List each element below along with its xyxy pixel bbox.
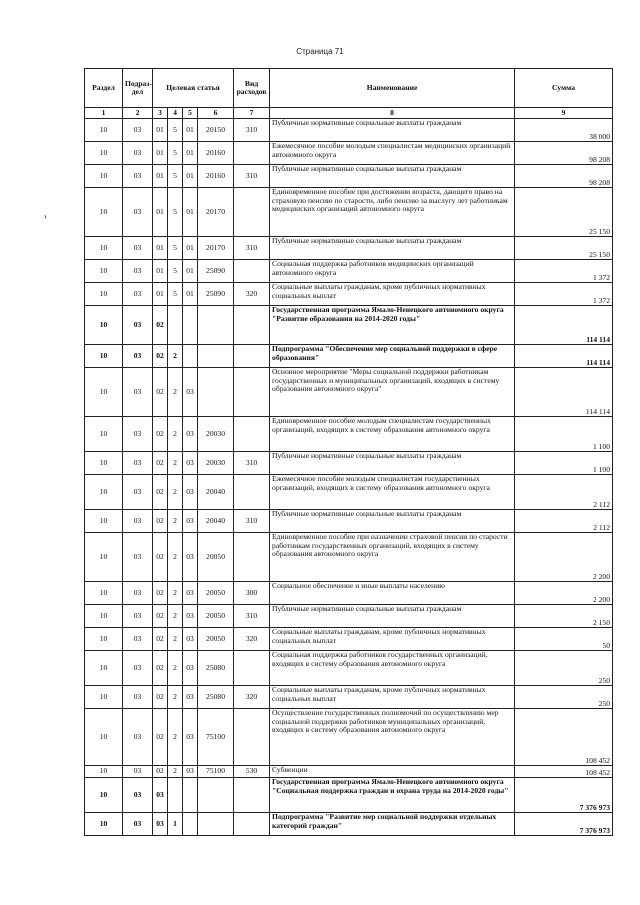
cell-activity: 01	[183, 142, 198, 165]
budget-table	[84, 68, 613, 836]
cell-amount: 108 452	[515, 709, 613, 766]
cell-subprogram	[168, 778, 183, 813]
cell-amount: 1 100	[515, 417, 613, 452]
cell-section: 10	[85, 475, 123, 510]
cell-subprogram: 2	[168, 628, 183, 651]
cell-name: Подпрограмма "Развитие мер социальной поддержки отдельных категорий граждан"	[270, 813, 515, 836]
table-row	[85, 475, 613, 510]
cell-expense-type: 320	[234, 686, 270, 709]
cell-name: Публичные нормативные социальные выплаты гражданам	[270, 605, 515, 628]
cell-subprogram: 2	[168, 651, 183, 686]
header-subsection: Подраз- дел	[123, 69, 153, 108]
column-number: 6	[198, 108, 234, 119]
cell-expense-type	[234, 651, 270, 686]
cell-name: Единовременное пособие молодым специалистам государственных организаций, входящих в систему образования автономного округа	[270, 417, 515, 452]
cell-subsection: 03	[123, 510, 153, 533]
table-row	[85, 368, 613, 417]
cell-subprogram: 5	[168, 119, 183, 142]
cell-name: Публичные нормативные социальные выплаты гражданам	[270, 165, 515, 188]
cell-program: 02	[153, 533, 168, 582]
table-body	[85, 119, 613, 836]
cell-program: 02	[153, 510, 168, 533]
table-row	[85, 188, 613, 237]
cell-expense-type	[234, 417, 270, 452]
cell-amount: 108 452	[515, 766, 613, 778]
cell-section: 10	[85, 165, 123, 188]
cell-activity	[183, 345, 198, 368]
cell-section: 10	[85, 651, 123, 686]
table-row	[85, 237, 613, 260]
cell-subsection: 03	[123, 628, 153, 651]
column-number: 3	[153, 108, 168, 119]
cell-subsection: 03	[123, 368, 153, 417]
cell-activity: 01	[183, 119, 198, 142]
cell-activity: 03	[183, 533, 198, 582]
cell-name: Государственная программа Ямало-Ненецкого автономного округа "Развитие образования на 2014-2020 годы"	[270, 306, 515, 345]
cell-direction: 20050	[198, 628, 234, 651]
cell-program: 02	[153, 628, 168, 651]
column-number: 8	[270, 108, 515, 119]
cell-direction: 20170	[198, 188, 234, 237]
cell-expense-type: 530	[234, 766, 270, 778]
cell-activity: 03	[183, 582, 198, 605]
cell-subsection: 03	[123, 188, 153, 237]
cell-expense-type: 310	[234, 237, 270, 260]
cell-program: 01	[153, 260, 168, 283]
header-section: Раздел	[85, 69, 123, 108]
cell-section: 10	[85, 510, 123, 533]
cell-activity: 03	[183, 651, 198, 686]
cell-subsection: 03	[123, 119, 153, 142]
cell-expense-type: 310	[234, 452, 270, 475]
cell-amount: 2 112	[515, 475, 613, 510]
cell-direction: 75100	[198, 709, 234, 766]
cell-subprogram: 2	[168, 417, 183, 452]
cell-expense-type	[234, 306, 270, 345]
cell-expense-type: 310	[234, 510, 270, 533]
cell-name: Публичные нормативные социальные выплаты гражданам	[270, 510, 515, 533]
table-row	[85, 813, 613, 836]
cell-program: 02	[153, 651, 168, 686]
cell-expense-type	[234, 709, 270, 766]
cell-subprogram: 2	[168, 510, 183, 533]
table-row	[85, 582, 613, 605]
cell-program: 01	[153, 283, 168, 306]
cell-program: 01	[153, 165, 168, 188]
cell-amount: 2 200	[515, 582, 613, 605]
cell-name: Подпрограмма "Обеспечение мер социальной поддержки в сфере образования"	[270, 345, 515, 368]
cell-activity	[183, 306, 198, 345]
cell-name: Единовременное пособие при назначении страховой пенсии по старости работникам государственных организаций, входящих в систему образования автономного округа	[270, 533, 515, 582]
cell-section: 10	[85, 686, 123, 709]
cell-section: 10	[85, 119, 123, 142]
cell-program: 02	[153, 686, 168, 709]
cell-direction: 20050	[198, 582, 234, 605]
table-row	[85, 778, 613, 813]
cell-name: Публичные нормативные социальные выплаты гражданам	[270, 452, 515, 475]
cell-subsection: 03	[123, 237, 153, 260]
cell-direction: 25080	[198, 651, 234, 686]
cell-name: Социальное обеспечение и иные выплаты населению	[270, 582, 515, 605]
cell-program: 03	[153, 813, 168, 836]
cell-program: 02	[153, 766, 168, 778]
cell-subsection: 03	[123, 417, 153, 452]
cell-expense-type	[234, 260, 270, 283]
cell-subsection: 03	[123, 533, 153, 582]
cell-name: Публичные нормативные социальные выплаты гражданам	[270, 119, 515, 142]
header-expense-type: Вид расходов	[234, 69, 270, 108]
cell-subsection: 03	[123, 709, 153, 766]
cell-subsection: 03	[123, 475, 153, 510]
cell-program: 02	[153, 452, 168, 475]
cell-amount: 98 208	[515, 142, 613, 165]
cell-subprogram: 2	[168, 582, 183, 605]
cell-activity: 03	[183, 510, 198, 533]
column-number-row	[85, 108, 613, 119]
cell-direction: 20030	[198, 417, 234, 452]
cell-amount: 98 208	[515, 165, 613, 188]
cell-program: 01	[153, 237, 168, 260]
header-row	[85, 69, 613, 108]
cell-subprogram: 5	[168, 142, 183, 165]
page-header: Страница 71	[296, 47, 344, 56]
cell-activity: 01	[183, 237, 198, 260]
cell-name: Государственная программа Ямало-Ненецкого автономного округа "Социальная поддержка граждан и охрана труда на 2014-2020 годы"	[270, 778, 515, 813]
cell-direction: 20050	[198, 605, 234, 628]
column-number: 7	[234, 108, 270, 119]
cell-subprogram: 2	[168, 368, 183, 417]
cell-expense-type	[234, 368, 270, 417]
cell-amount: 2 112	[515, 510, 613, 533]
cell-subprogram: 5	[168, 188, 183, 237]
cell-section: 10	[85, 188, 123, 237]
cell-subsection: 03	[123, 306, 153, 345]
cell-direction: 20030	[198, 452, 234, 475]
cell-section: 10	[85, 766, 123, 778]
cell-direction	[198, 778, 234, 813]
cell-subsection: 03	[123, 651, 153, 686]
cell-activity: 03	[183, 475, 198, 510]
table-row	[85, 306, 613, 345]
cell-direction	[198, 306, 234, 345]
cell-amount: 2 150	[515, 605, 613, 628]
cell-activity: 03	[183, 452, 198, 475]
cell-subprogram: 5	[168, 260, 183, 283]
cell-program: 02	[153, 605, 168, 628]
cell-activity: 01	[183, 165, 198, 188]
cell-subsection: 03	[123, 686, 153, 709]
cell-amount: 114 114	[515, 345, 613, 368]
table-row	[85, 165, 613, 188]
cell-name: Социальная поддержка работников государственных организаций, входящих в систему образования автономного округа	[270, 651, 515, 686]
cell-direction: 20040	[198, 475, 234, 510]
cell-subsection: 03	[123, 345, 153, 368]
column-number: 9	[515, 108, 613, 119]
cell-amount: 114 114	[515, 368, 613, 417]
table-row	[85, 651, 613, 686]
column-number: 4	[168, 108, 183, 119]
table-row	[85, 533, 613, 582]
cell-expense-type	[234, 778, 270, 813]
cell-amount: 38 000	[515, 119, 613, 142]
cell-name: Ежемесячное пособие молодым специалистам государственных организаций, входящих в систему образования автономного округа	[270, 475, 515, 510]
cell-expense-type	[234, 345, 270, 368]
cell-subprogram: 2	[168, 533, 183, 582]
cell-direction	[198, 368, 234, 417]
cell-amount: 7 376 973	[515, 813, 613, 836]
cell-activity: 03	[183, 766, 198, 778]
table-row	[85, 766, 613, 778]
cell-expense-type: 310	[234, 165, 270, 188]
table-row	[85, 628, 613, 651]
cell-subprogram: 2	[168, 709, 183, 766]
cell-expense-type	[234, 142, 270, 165]
cell-section: 10	[85, 306, 123, 345]
cell-subsection: 03	[123, 766, 153, 778]
cell-subprogram: 2	[168, 686, 183, 709]
cell-expense-type: 320	[234, 628, 270, 651]
cell-expense-type: 300	[234, 582, 270, 605]
cell-program: 02	[153, 345, 168, 368]
cell-program: 01	[153, 142, 168, 165]
cell-name: Социальные выплаты гражданам, кроме публичных нормативных социальных выплат	[270, 283, 515, 306]
cell-name: Ежемесячное пособие молодым специалистам медицинских организаций автономного округа	[270, 142, 515, 165]
cell-section: 10	[85, 813, 123, 836]
column-number: 2	[123, 108, 153, 119]
header-amount: Сумма	[515, 69, 613, 108]
cell-direction	[198, 813, 234, 836]
cell-amount: 1 100	[515, 452, 613, 475]
cell-expense-type	[234, 475, 270, 510]
cell-expense-type	[234, 813, 270, 836]
cell-direction: 25090	[198, 283, 234, 306]
cell-subprogram	[168, 306, 183, 345]
cell-name: Социальная поддержка работников медицинских организаций автономного округа	[270, 260, 515, 283]
cell-amount: 2 200	[515, 533, 613, 582]
table-row	[85, 709, 613, 766]
cell-subsection: 03	[123, 605, 153, 628]
cell-subprogram: 5	[168, 165, 183, 188]
table-row	[85, 686, 613, 709]
cell-activity	[183, 778, 198, 813]
cell-program: 02	[153, 306, 168, 345]
cell-subprogram: 2	[168, 345, 183, 368]
cell-activity: 03	[183, 605, 198, 628]
cell-amount: 114 114	[515, 306, 613, 345]
cell-program: 02	[153, 709, 168, 766]
cell-name: Социальные выплаты гражданам, кроме публичных нормативных социальных выплат	[270, 686, 515, 709]
cell-direction: 20160	[198, 165, 234, 188]
cell-expense-type	[234, 533, 270, 582]
cell-program: 02	[153, 475, 168, 510]
cell-subprogram: 1	[168, 813, 183, 836]
cell-amount: 250	[515, 651, 613, 686]
cell-name: Основное мероприятие "Меры социальной поддержки работникам государственных и муниципальных организаций, входящих в систему образования автономного округа"	[270, 368, 515, 417]
cell-amount: 250	[515, 686, 613, 709]
cell-program: 02	[153, 417, 168, 452]
cell-amount: 50	[515, 628, 613, 651]
cell-subprogram: 2	[168, 766, 183, 778]
cell-expense-type: 320	[234, 283, 270, 306]
table-row	[85, 452, 613, 475]
cell-section: 10	[85, 709, 123, 766]
cell-section: 10	[85, 283, 123, 306]
table-row	[85, 142, 613, 165]
table-row	[85, 605, 613, 628]
cell-activity: 01	[183, 188, 198, 237]
cell-subprogram: 2	[168, 605, 183, 628]
cell-subsection: 03	[123, 813, 153, 836]
cell-program: 02	[153, 582, 168, 605]
cell-amount: 25 150	[515, 188, 613, 237]
cell-section: 10	[85, 533, 123, 582]
cell-section: 10	[85, 778, 123, 813]
cell-activity: 01	[183, 260, 198, 283]
cell-subsection: 03	[123, 582, 153, 605]
cell-amount: 1 372	[515, 283, 613, 306]
cell-activity: 03	[183, 709, 198, 766]
column-number: 1	[85, 108, 123, 119]
cell-activity: 03	[183, 628, 198, 651]
cell-section: 10	[85, 417, 123, 452]
cell-direction: 75100	[198, 766, 234, 778]
cell-program: 01	[153, 119, 168, 142]
cell-direction: 20170	[198, 237, 234, 260]
table-row	[85, 119, 613, 142]
table-row	[85, 283, 613, 306]
cell-section: 10	[85, 368, 123, 417]
header-name: Наименование	[270, 69, 515, 108]
cell-subprogram: 5	[168, 237, 183, 260]
cell-activity: 03	[183, 417, 198, 452]
table-row	[85, 417, 613, 452]
cell-activity	[183, 813, 198, 836]
cell-section: 10	[85, 452, 123, 475]
cell-activity: 03	[183, 368, 198, 417]
cell-subprogram: 2	[168, 452, 183, 475]
cell-subsection: 03	[123, 778, 153, 813]
cell-activity: 03	[183, 686, 198, 709]
cell-amount: 7 376 973	[515, 778, 613, 813]
cell-name: Социальные выплаты гражданам, кроме публичных нормативных социальных выплат	[270, 628, 515, 651]
column-number: 5	[183, 108, 198, 119]
cell-direction: 20050	[198, 533, 234, 582]
cell-subsection: 03	[123, 283, 153, 306]
cell-section: 10	[85, 142, 123, 165]
cell-direction: 20150	[198, 119, 234, 142]
cell-name: Субвенции	[270, 766, 515, 778]
cell-expense-type: 310	[234, 605, 270, 628]
cell-subprogram: 2	[168, 475, 183, 510]
cell-subsection: 03	[123, 142, 153, 165]
cell-section: 10	[85, 345, 123, 368]
cell-direction: 20160	[198, 142, 234, 165]
cell-section: 10	[85, 237, 123, 260]
cell-amount: 1 372	[515, 260, 613, 283]
table-row	[85, 345, 613, 368]
cell-section: 10	[85, 605, 123, 628]
cell-program: 03	[153, 778, 168, 813]
cell-subsection: 03	[123, 165, 153, 188]
cell-name: Осуществление государственных полномочий по осуществлению мер социальной поддержки работников муниципальных организаций, входящих в систему образования автономного округа	[270, 709, 515, 766]
cell-subsection: 03	[123, 260, 153, 283]
cell-section: 10	[85, 260, 123, 283]
cell-program: 02	[153, 368, 168, 417]
cell-direction: 20040	[198, 510, 234, 533]
cell-section: 10	[85, 582, 123, 605]
cell-program: 01	[153, 188, 168, 237]
cell-subprogram: 5	[168, 283, 183, 306]
header-target: Целевая статья	[153, 69, 234, 108]
table-row	[85, 260, 613, 283]
side-mark: ›	[44, 212, 47, 221]
cell-section: 10	[85, 628, 123, 651]
cell-direction	[198, 345, 234, 368]
cell-direction: 25090	[198, 260, 234, 283]
cell-activity: 01	[183, 283, 198, 306]
cell-subsection: 03	[123, 452, 153, 475]
table-row	[85, 510, 613, 533]
cell-amount: 25 150	[515, 237, 613, 260]
cell-direction: 25080	[198, 686, 234, 709]
cell-expense-type: 310	[234, 119, 270, 142]
cell-name: Единовременное пособие при достижении возраста, дающего право на страховую пенсию по старости, либо пенсию за выслугу лет работникам медицинских организаций автономного округа	[270, 188, 515, 237]
cell-expense-type	[234, 188, 270, 237]
cell-name: Публичные нормативные социальные выплаты гражданам	[270, 237, 515, 260]
